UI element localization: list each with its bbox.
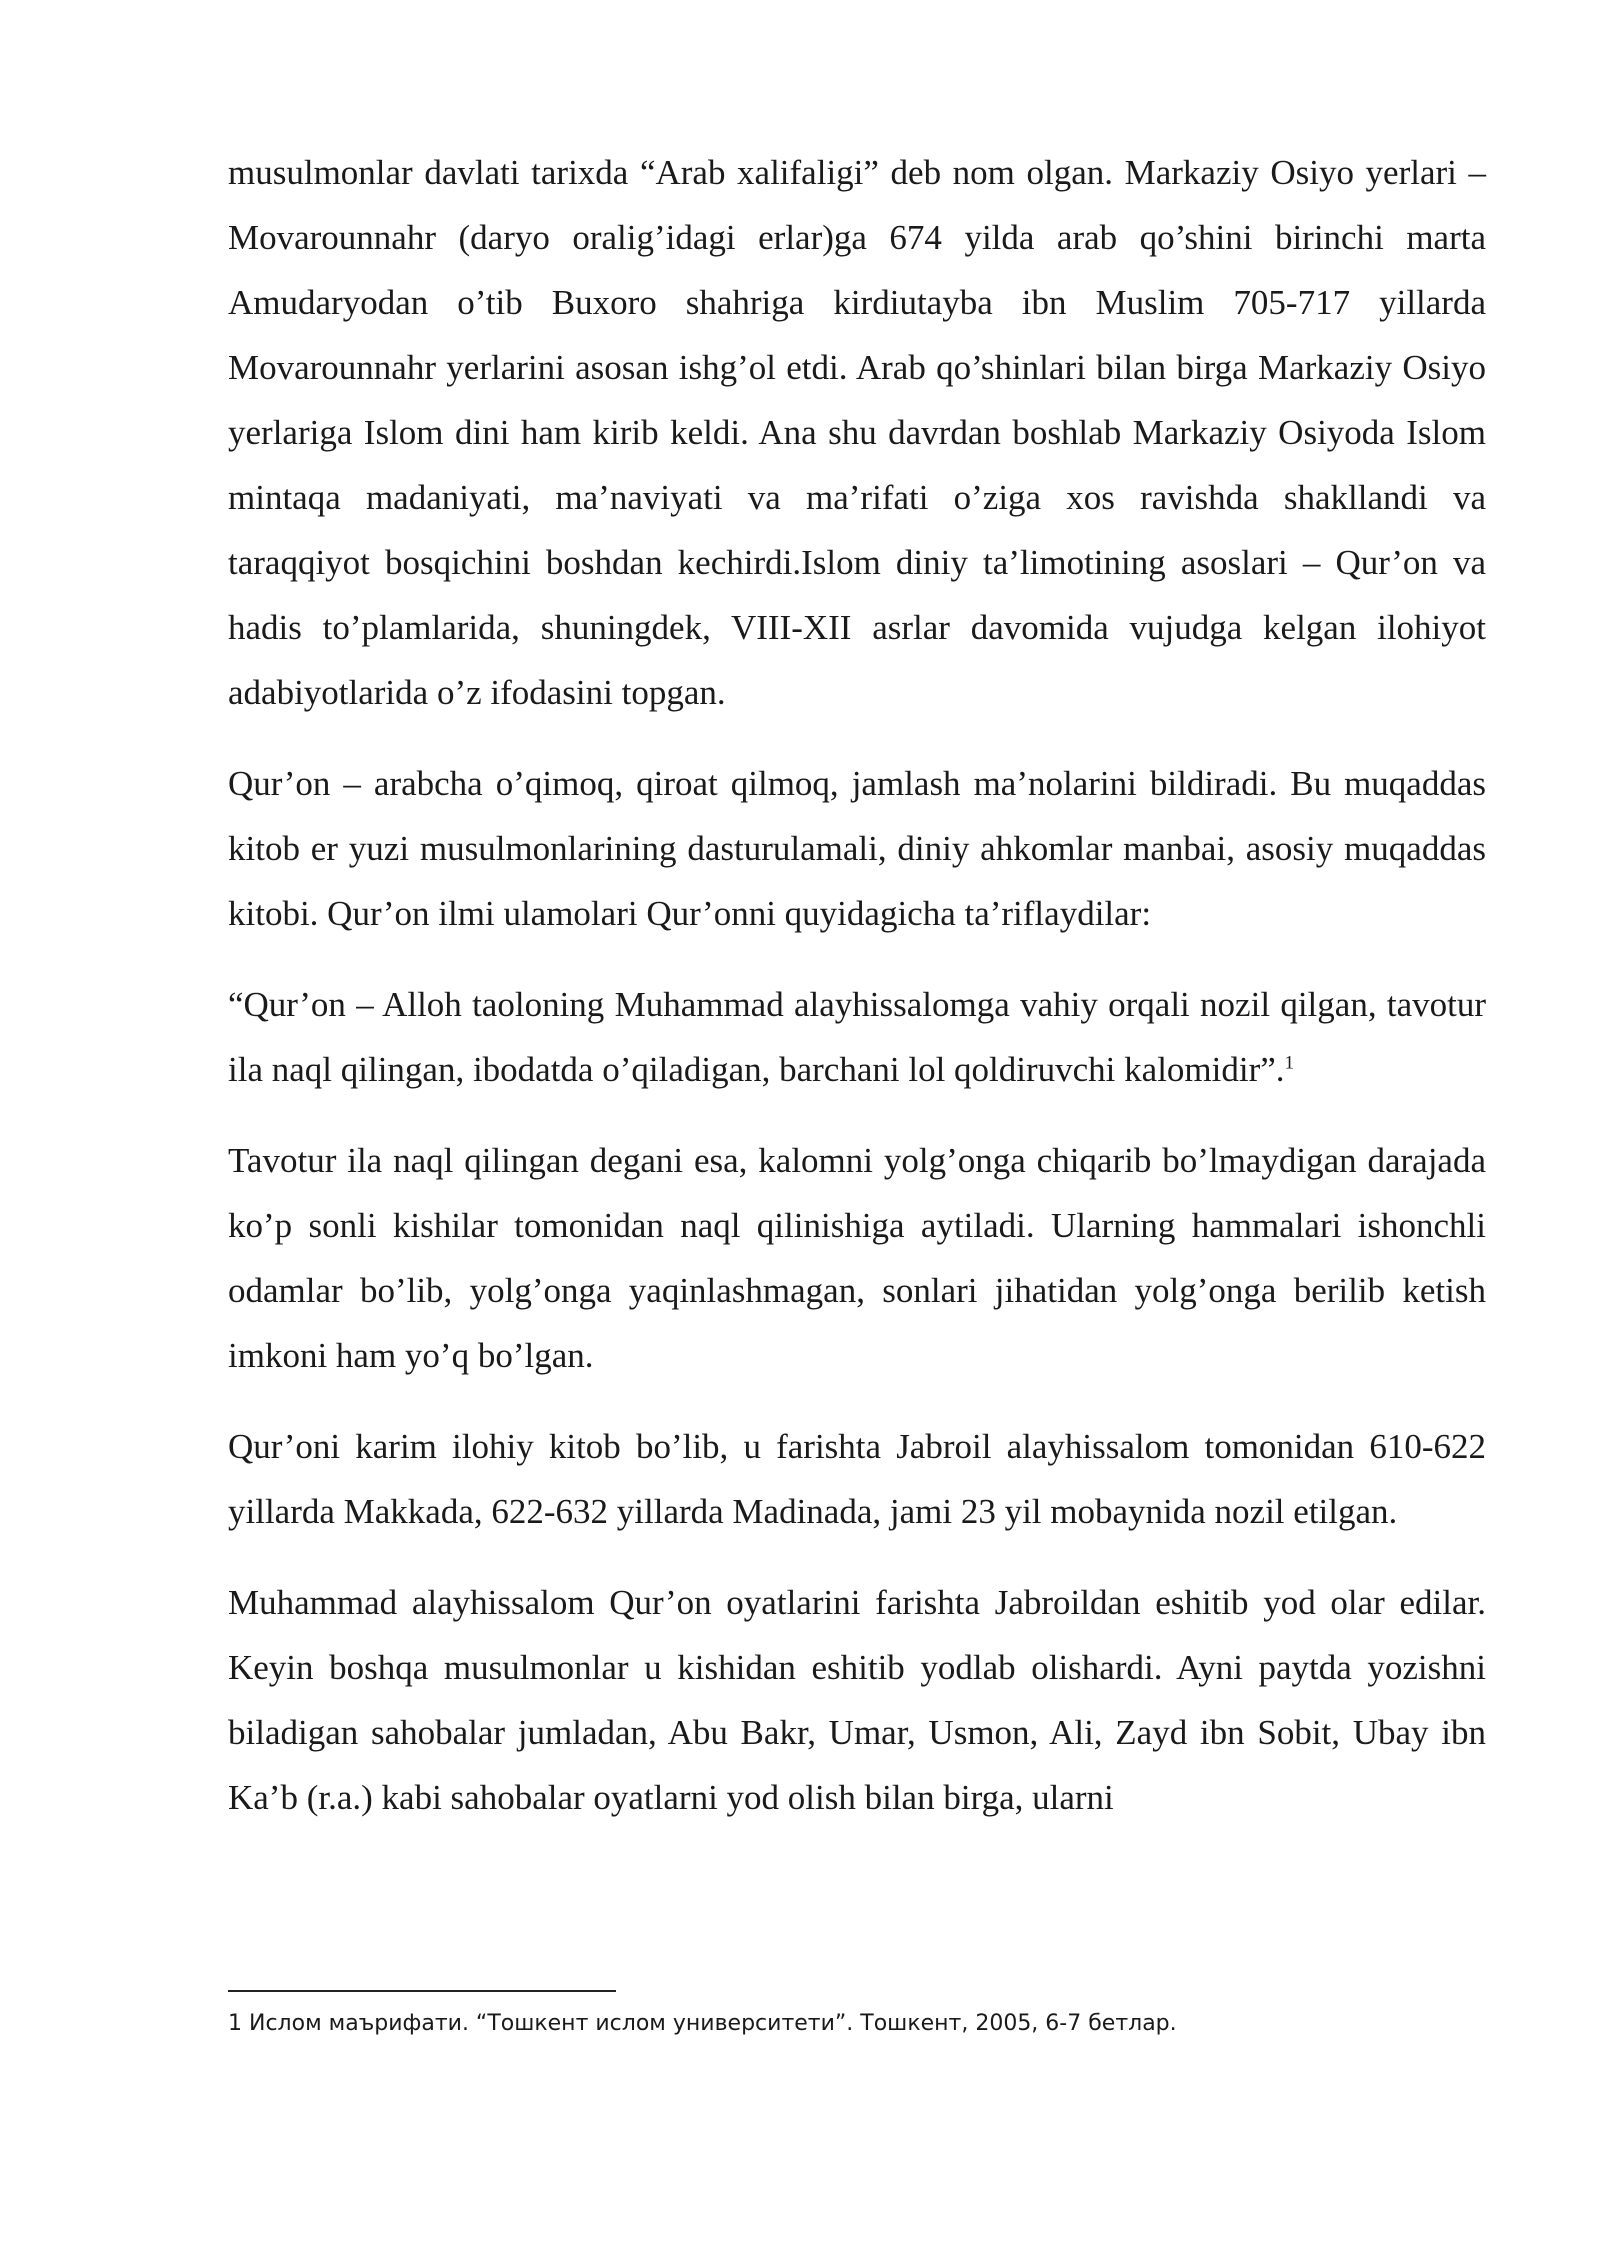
paragraph-6: Muhammad alayhissalom Qur’on oyatlarini farishta Jabroildan eshitib yod olar edilar. Keyin boshqa musulmonlar u kishidan eshitib yodlab olishardi. Ayni paytda yozishni biladigan sahobalar jumladan, Abu Bakr, Umar, Usmon, Ali, Zayd ibn Sobit, Ubay ibn Ka’b (r.a.) kabi sahobalar oyatlarni yod olish bilan birga, ularni xyxy=(228,1583,1486,1817)
paragraph-3-quote xyxy=(228,972,1486,1102)
paragraph-5: Qur’oni karim ilohiy kitob bo’lib, u farishta Jabroil alayhissalom tomonidan 610-622 yillarda Makkada, 622-632 yillarda Madinada, jami 23 yil mobaynida nozil etilgan. xyxy=(228,1427,1486,1531)
footnote: 1 Ислом маърифати. “Тошкент ислом университети”. Тошкент, 2005, 6-7 бетлар. xyxy=(228,2011,1177,2036)
paragraph-1: musulmonlar davlati tarixda “Arab xalifaligi” deb nom olgan. Markaziy Osiyo yerlari – Movarounnahr (daryo oralig’idagi erlar)ga 674 yilda arab qo’shini birinchi marta Amudaryodan o’tib Buxoro shahriga kirdiutayba ibn Muslim 705-717 yillarda Movarounnahr yerlarini asosan ishg’ol etdi. Arab qo’shinlari bilan birga Markaziy Osiyo yerlariga Islom dini ham kirib keldi. Ana shu davrdan boshlab Markaziy Osiyoda Islom mintaqa madaniyati, ma’naviyati va ma’rifati o’ziga xos ravishda shakllandi va taraqqiyot bosqichini boshdan kechirdi.Islom diniy ta’limotining asoslari – Qur’on va hadis to’plamlarida, shuningdek, VIII-XII asrlar davomida vujudga kelgan ilohiyot adabiyotlarida o’z ifodasini topgan. xyxy=(228,153,1486,712)
body-text xyxy=(228,140,1486,1856)
paragraph-2: Qur’on – arabcha o’qimoq, qiroat qilmoq, jamlash ma’nolarini bildiradi. Bu muqaddas kitob er yuzi musulmonlarining dasturulamali, diniy ahkomlar manbai, asosiy muqaddas kitobi. Qur’on ilmi ulamolari Qur’onni quyidagicha ta’riflaydilar: xyxy=(228,764,1486,933)
quote-text: “Qur’on – Alloh taoloning Muhammad alayhissalomga vahiy orqali nozil qilgan, tavotur ila naql qilingan, ibodatda o’qiladigan, barchani lol qoldiruvchi kalomidir”. xyxy=(228,985,1486,1089)
footnote-reference[interactable]: 1 xyxy=(1284,1052,1295,1074)
footnote-separator xyxy=(228,1990,616,1992)
paragraph-4: Tavotur ila naql qilingan degani esa, kalomni yolg’onga chiqarib bo’lmaydigan darajada ko’p sonli kishilar tomonidan naql qilinishiga aytiladi. Ularning hammalari ishonchli odamlar bo’lib, yolg’onga yaqinlashmagan, sonlari jihatidan yolg’onga berilib ketish imkoni ham yo’q bo’lgan. xyxy=(228,1141,1486,1375)
